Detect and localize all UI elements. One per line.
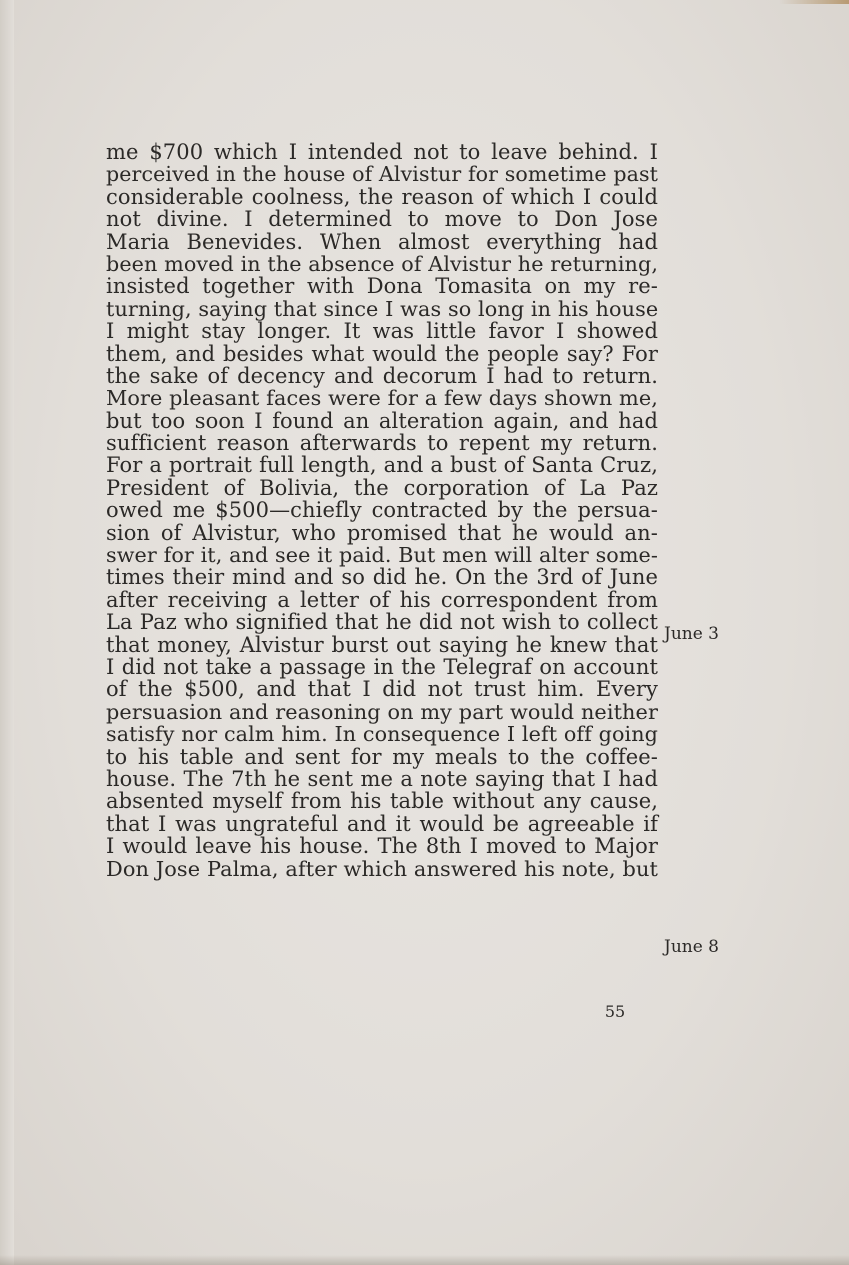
text-line: Maria Benevides. When almost everything had bbox=[106, 229, 658, 254]
text-line: sion of Alvistur, who promised that he would an- bbox=[106, 520, 658, 545]
text-line: of the $500, and that I did not trust him. Every bbox=[106, 677, 658, 702]
text-line: perceived in the house of Alvistur for sometime past bbox=[106, 162, 659, 187]
text-line: not divine. I determined to move to Don Jose bbox=[106, 207, 658, 232]
text-line: President of Bolivia, the corporation of La Paz bbox=[106, 475, 658, 500]
page-top-edge bbox=[779, 0, 849, 4]
text-line: after receiving a letter of his correspondent from bbox=[106, 587, 658, 612]
page-binding-edge bbox=[0, 0, 14, 1265]
text-line: the sake of decency and decorum I had to return. bbox=[106, 363, 658, 388]
text-line: but too soon I found an alteration again, and had bbox=[106, 408, 658, 433]
text-line: been moved in the absence of Alvistur he returning, bbox=[106, 251, 658, 276]
text-line: swer for it, and see it paid. But men will alter some- bbox=[106, 543, 658, 568]
text-line: persuasion and reasoning on my part would neither bbox=[106, 699, 658, 724]
text-line: considerable coolness, the reason of which I could bbox=[106, 184, 658, 209]
text-line: For a portrait full length, and a bust of Santa Cruz, bbox=[106, 453, 658, 478]
text-line: house. The 7th he sent me a note saying that I had bbox=[106, 766, 658, 791]
text-line: absented myself from his table without any cause, bbox=[106, 789, 658, 814]
text-line: Don Jose Palma, after which answered his note, but bbox=[106, 856, 658, 881]
text-line: satisfy nor calm him. In consequence I left off going bbox=[106, 722, 658, 747]
text-line: I might stay longer. It was little favor I showed bbox=[106, 319, 658, 344]
text-line: insisted together with Dona Tomasita on my re- bbox=[106, 274, 658, 299]
margin-note-date: June 3 bbox=[664, 624, 719, 644]
text-line: that I was ungrateful and it would be agreeable if bbox=[106, 811, 658, 836]
text-line: that money, Alvistur burst out saying he knew that bbox=[106, 632, 658, 657]
text-line: La Paz who signified that he did not wish to collect bbox=[106, 610, 658, 635]
text-line: to his table and sent for my meals to the coffee- bbox=[106, 744, 658, 769]
text-line: owed me $500—chiefly contracted by the persua- bbox=[106, 498, 658, 523]
page-bottom-edge bbox=[0, 1255, 849, 1265]
text-line: sufficient reason afterwards to repent my return. bbox=[106, 431, 658, 456]
margin-note-date: June 8 bbox=[664, 937, 719, 957]
text-line: More pleasant faces were for a few days shown me, bbox=[106, 386, 658, 411]
text-line: me $700 which I intended not to leave behind. I bbox=[106, 140, 658, 164]
text-line: times their mind and so did he. On the 3rd of June bbox=[106, 565, 658, 590]
text-line: turning, saying that since I was so long in his house bbox=[106, 296, 659, 321]
text-line: I would leave his house. The 8th I moved to Major bbox=[106, 834, 658, 859]
text-line: them, and besides what would the people say? For bbox=[106, 341, 658, 366]
page-number: 55 bbox=[604, 1002, 626, 1021]
body-text bbox=[106, 141, 658, 880]
text-line: I did not take a passage in the Telegraf on account bbox=[106, 654, 658, 679]
